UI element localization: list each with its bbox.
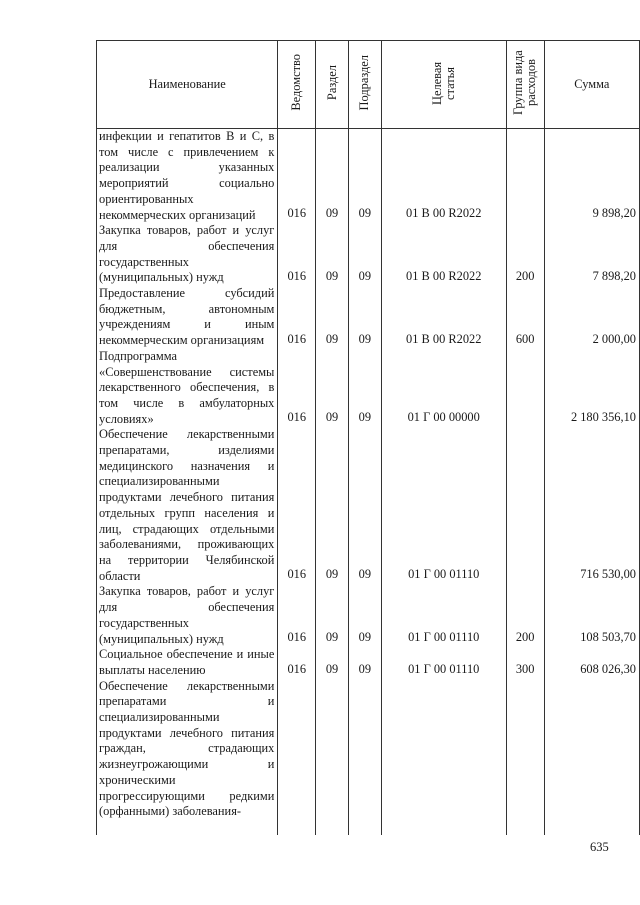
row-grp: 200 bbox=[506, 584, 544, 647]
row-cel: 01 Г 00 01110 bbox=[381, 584, 506, 647]
row-name: Социальное обеспечение и иные выплаты населению bbox=[97, 647, 278, 678]
header-cel: Целевая статья bbox=[381, 41, 506, 129]
table-row bbox=[97, 129, 640, 224]
row-grp bbox=[506, 349, 544, 428]
row-name: Закупка товаров, работ и услуг для обеспечения государственных (муниципальных) нужд bbox=[97, 584, 278, 647]
row-sum bbox=[544, 679, 639, 835]
row-name: Обеспечение лекарственными препаратами, изделиями медицинского назначения и специализированными продуктами лечебного питания отдельных групп населения и лиц, страдающих отдельными заболеваниями, проживающих на территории Челябинской области bbox=[97, 427, 278, 584]
row-sum: 2 000,00 bbox=[544, 286, 639, 349]
table-row bbox=[97, 427, 640, 584]
row-razd: 09 bbox=[316, 427, 349, 584]
row-cel: 01 В 00 R2022 bbox=[381, 286, 506, 349]
row-podr: 09 bbox=[348, 647, 381, 678]
row-grp: 300 bbox=[506, 647, 544, 678]
header-ved: Ведомство bbox=[278, 41, 316, 129]
row-podr: 09 bbox=[348, 129, 381, 224]
row-razd: 09 bbox=[316, 129, 349, 224]
table-row bbox=[97, 679, 640, 835]
header-grp: Группа вида расходов bbox=[506, 41, 544, 129]
row-name: инфекции и гепатитов В и С, в том числе с привлечением к реализации указанных мероприятий социально ориентированных некоммерческих организаций bbox=[97, 129, 278, 224]
row-podr: 09 bbox=[348, 286, 381, 349]
header-sum: Сумма bbox=[544, 41, 639, 129]
row-sum: 716 530,00 bbox=[544, 427, 639, 584]
row-grp bbox=[506, 129, 544, 224]
row-cel: 01 Г 00 01110 bbox=[381, 647, 506, 678]
row-razd: 09 bbox=[316, 584, 349, 647]
row-ved: 016 bbox=[278, 647, 316, 678]
row-cel bbox=[381, 679, 506, 835]
table-row bbox=[97, 286, 640, 349]
row-sum: 2 180 356,10 bbox=[544, 349, 639, 428]
table-row bbox=[97, 647, 640, 678]
row-ved: 016 bbox=[278, 129, 316, 224]
header-name: Наименование bbox=[97, 41, 278, 129]
row-name: Обеспечение лекарственными препаратами и специализированными продуктами лечебного питания граждан, страдающих жизнеугрожающими и хроническими прогрессирующими редкими (орфанными) заболевания- bbox=[97, 679, 278, 835]
table-row bbox=[97, 223, 640, 286]
row-name: Подпрограмма «Совершенствование системы лекарственного обеспечения, в том числе в амбулаторных условиях» bbox=[97, 349, 278, 428]
row-cel: 01 Г 00 01110 bbox=[381, 427, 506, 584]
row-sum: 7 898,20 bbox=[544, 223, 639, 286]
row-name: Предоставление субсидий бюджетным, автономным учреждениям и иным некоммерческим организациям bbox=[97, 286, 278, 349]
table-row bbox=[97, 584, 640, 647]
row-cel: 01 Г 00 00000 bbox=[381, 349, 506, 428]
budget-table bbox=[96, 40, 640, 835]
row-sum: 108 503,70 bbox=[544, 584, 639, 647]
row-razd: 09 bbox=[316, 286, 349, 349]
row-cel: 01 В 00 R2022 bbox=[381, 223, 506, 286]
row-grp bbox=[506, 427, 544, 584]
row-grp: 200 bbox=[506, 223, 544, 286]
row-ved: 016 bbox=[278, 427, 316, 584]
row-ved: 016 bbox=[278, 584, 316, 647]
row-razd bbox=[316, 679, 349, 835]
row-ved: 016 bbox=[278, 349, 316, 428]
row-razd: 09 bbox=[316, 349, 349, 428]
row-podr: 09 bbox=[348, 584, 381, 647]
row-sum: 608 026,30 bbox=[544, 647, 639, 678]
row-name: Закупка товаров, работ и услуг для обеспечения государственных (муниципальных) нужд bbox=[97, 223, 278, 286]
row-podr: 09 bbox=[348, 223, 381, 286]
row-podr: 09 bbox=[348, 427, 381, 584]
table-row bbox=[97, 349, 640, 428]
row-grp bbox=[506, 679, 544, 835]
row-podr: 09 bbox=[348, 349, 381, 428]
header-row bbox=[97, 41, 640, 129]
row-ved: 016 bbox=[278, 286, 316, 349]
page-number: 635 bbox=[590, 840, 609, 854]
header-podr: Подраздел bbox=[348, 41, 381, 129]
row-podr bbox=[348, 679, 381, 835]
row-ved bbox=[278, 679, 316, 835]
row-razd: 09 bbox=[316, 223, 349, 286]
row-grp: 600 bbox=[506, 286, 544, 349]
row-sum: 9 898,20 bbox=[544, 129, 639, 224]
header-razd: Раздел bbox=[316, 41, 349, 129]
row-ved: 016 bbox=[278, 223, 316, 286]
row-cel: 01 В 00 R2022 bbox=[381, 129, 506, 224]
row-razd: 09 bbox=[316, 647, 349, 678]
